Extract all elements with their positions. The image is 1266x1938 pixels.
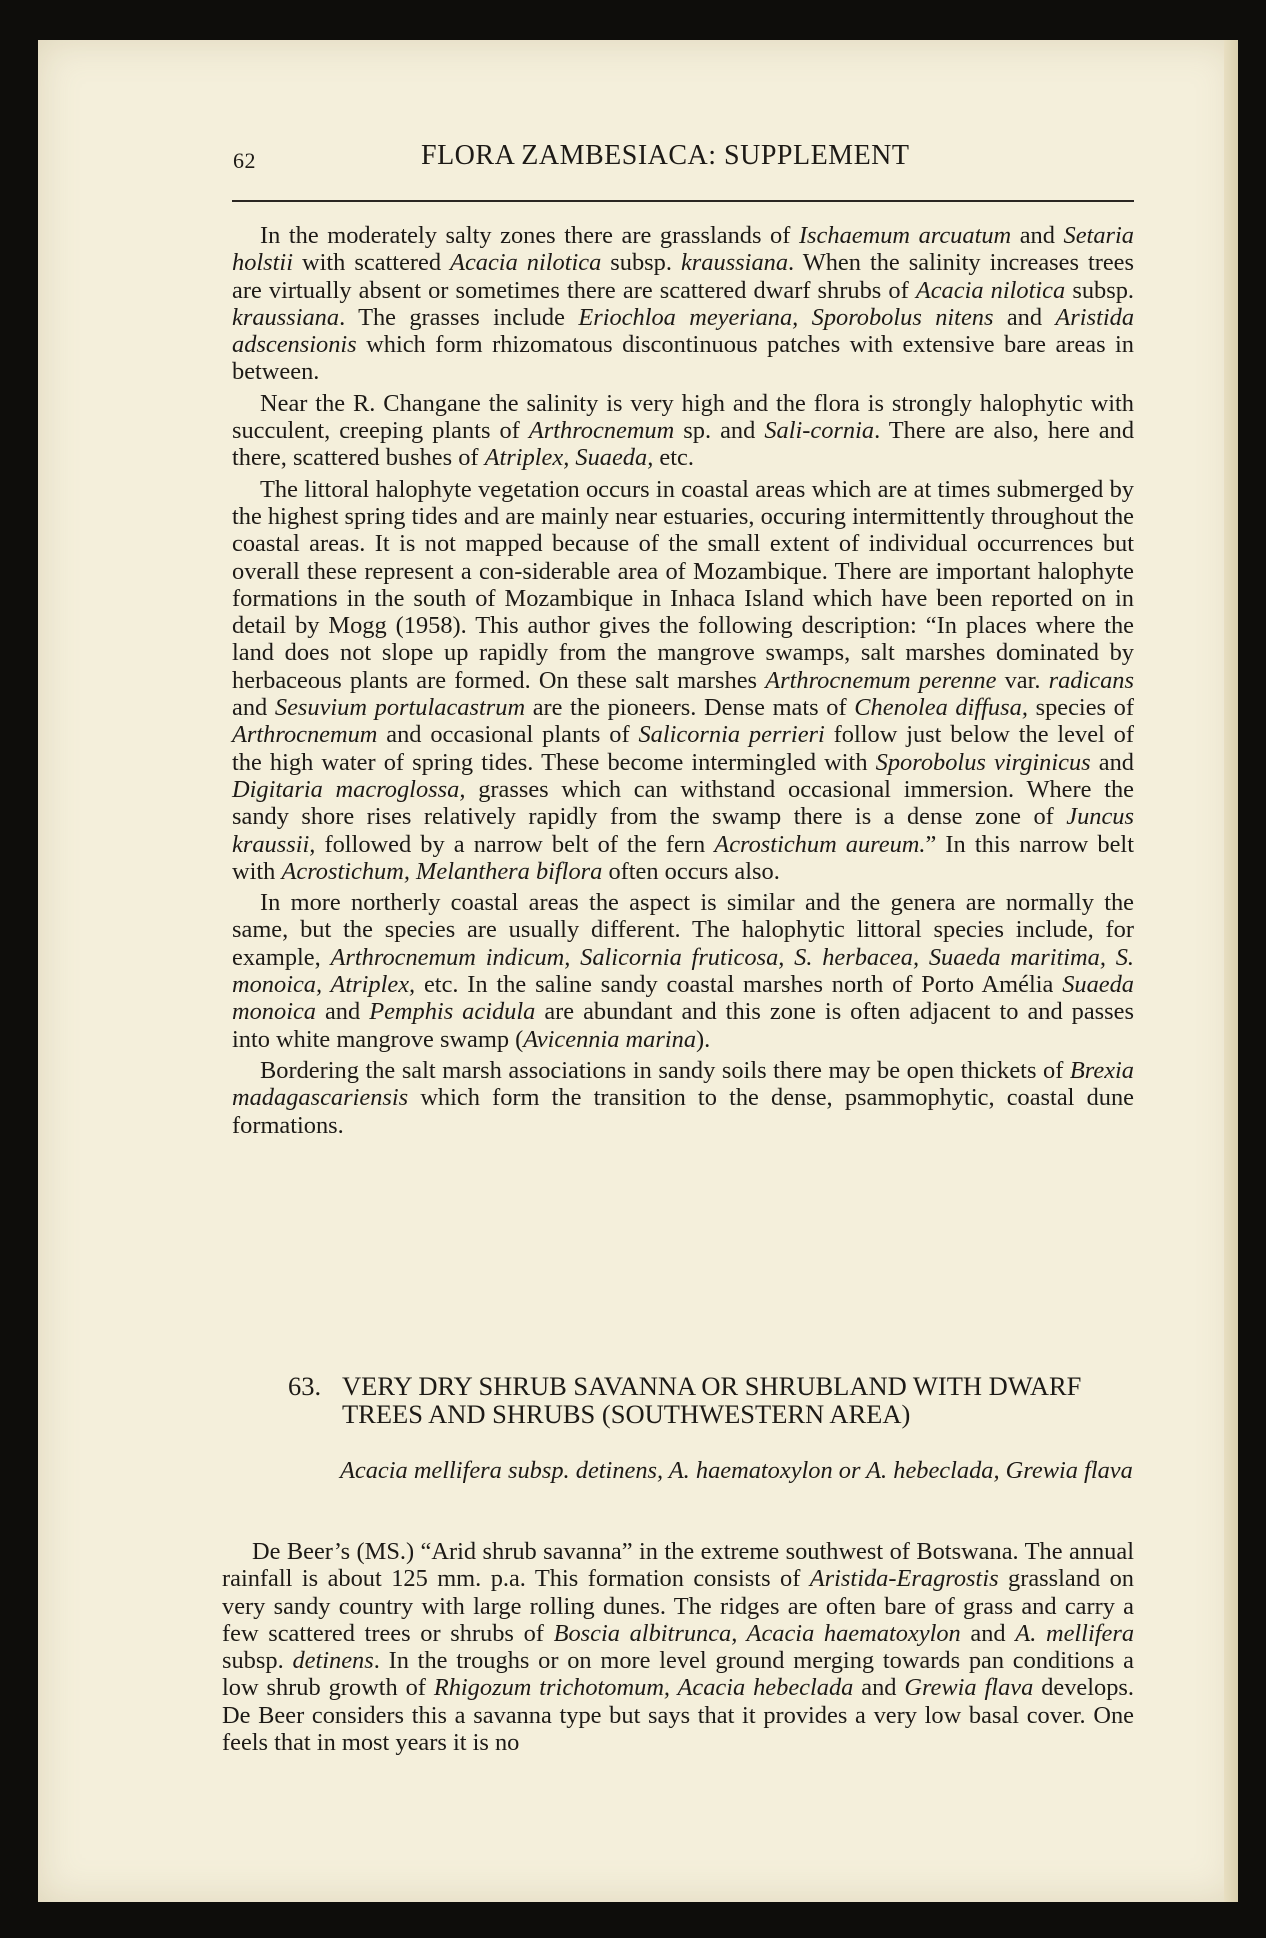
text-run: Near the R. Changane the salinity is very high and the flora is strongly halophytic with succulent, creeping plants of: [232, 389, 1134, 445]
italic-run: Suaeda monoica: [232, 971, 1134, 1026]
text-run: and: [1011, 222, 1064, 249]
italic-run: Avicennia marina: [523, 1025, 697, 1053]
text-run: and: [993, 303, 1056, 331]
italic-run: Eriochloa meyeriana, Sporobolus nitens: [578, 303, 994, 331]
text-run: var.: [996, 666, 1049, 694]
text-run: . In the troughs or on more level ground merging towards pan conditions a low shrub growth of: [222, 1647, 1134, 1702]
italic-run: Rhigozum trichotomum, Acacia hebeclada: [433, 1674, 854, 1702]
page-number: 62: [233, 148, 256, 173]
italic-run: Sporobolus virginicus: [875, 748, 1091, 776]
italic-run: Acacia nilotica: [450, 249, 602, 277]
italic-run: kraussiana: [680, 249, 789, 277]
text-run: . The grasses include: [339, 303, 579, 331]
text-run: sp. and: [674, 417, 765, 445]
text-run: and: [853, 1674, 905, 1702]
main-text: [232, 222, 1134, 1139]
italic-run: detinens: [292, 1647, 374, 1675]
text-run: develops. De Beer considers this a savanna type but says that it provides a very low basal cover. One feels that in most years it is no: [222, 1674, 1134, 1757]
italic-run: Digitaria macroglossa,: [232, 775, 466, 803]
text-run: subsp.: [222, 1647, 293, 1675]
italic-run: Grewia flava: [904, 1674, 1034, 1702]
italic-run: Salicornia perrieri: [638, 721, 825, 749]
section-title: VERY DRY SHRUB SAVANNA OR SHRUBLAND WITH DWARF TREES AND SHRUBS (SOUTHWESTERN AREA): [342, 1371, 1082, 1429]
text-run: which form the transition to the dense, psammophytic, coastal dune formations.: [232, 1084, 1134, 1139]
text-run: which form rhizomatous discontinuous patches with extensive bare areas in between.: [232, 331, 1134, 386]
header-rule: [232, 200, 1134, 202]
text-run: and: [1090, 748, 1134, 776]
italic-run: Acrostichum aureum.: [714, 830, 926, 858]
section-number: 63.: [288, 1371, 322, 1401]
text-run: . When the salinity increases trees are virtually absent or sometimes there are scattered dwarf shrubs of: [232, 249, 1134, 304]
italic-run: Setaria holstii: [232, 222, 1134, 277]
text-run: etc. In the saline sandy coastal marshes north of Porto Amélia: [415, 971, 1063, 999]
text-run: ).: [696, 1025, 711, 1053]
text-run: etc.: [653, 444, 694, 472]
text-run: are the pioneers. Dense mats of: [525, 694, 855, 722]
paragraph: [232, 222, 1134, 386]
italic-run: Boscia albitrunca, Acacia haematoxylon: [553, 1619, 961, 1647]
italic-run: Arthrocnemum: [528, 417, 675, 445]
italic-run: Acacia nilotica: [915, 276, 1066, 304]
text-run: Bordering the salt marsh associations in sandy soils there may be open thickets of: [260, 1056, 1070, 1084]
text-run: In more northerly coastal areas the aspect is similar and the genera are normally the same, but the species are usually different. The halophytic littoral species include, for example,: [232, 889, 1134, 971]
text-run: subsp.: [601, 249, 681, 277]
paragraph: [232, 476, 1134, 885]
text-run: often occurs also.: [602, 857, 780, 885]
page-title: FLORA ZAMBESIACA: SUPPLEMENT: [421, 140, 910, 171]
text-run: with scattered: [293, 249, 451, 277]
italic-run: Sali-cornia: [764, 417, 875, 445]
italic-run: A. mellifera: [1015, 1619, 1135, 1647]
text-run: ” In this narrow belt with: [232, 830, 1134, 885]
text-run: and: [316, 998, 370, 1026]
italic-run: Arthrocnemum perenne: [765, 666, 997, 694]
text-run: follow just below the level of the high water of spring tides. These become intermingled with: [232, 721, 1134, 776]
italic-run: Aristida-Eragrostis: [809, 1565, 999, 1593]
section-text: [222, 1538, 1134, 1756]
text-run: and: [232, 694, 275, 722]
italic-run: detinens, A. haematoxylon: [575, 1457, 833, 1484]
italic-run: Arthrocnemum: [232, 721, 378, 749]
section-species: [340, 1457, 1140, 1484]
italic-run: Sesuvium portulacastrum: [274, 694, 526, 722]
paragraph: [232, 889, 1134, 1053]
italic-run: radicans: [1048, 666, 1134, 694]
italic-run: Brexia madagascariensis: [232, 1056, 1134, 1112]
text-run: grassland on very sandy country with large rolling dunes. The ridges are often bare of grass and carry a few scattered trees or shrubs of: [222, 1565, 1134, 1647]
italic-run: Arthrocnemum indicum, Salicornia fruticosa, S. herbacea, Suaeda maritima, S. monoica, Atriplex,: [232, 943, 1135, 999]
italic-run: Acacia mellifera: [340, 1457, 502, 1484]
text-run: grasses which can withstand occasional immersion. Where the sandy shore rises relatively rapidly from the swamp there is a dense zone of: [232, 775, 1135, 831]
page-edge: [1224, 40, 1238, 1902]
text-run: The littoral halophyte vegetation occurs in coastal areas which are at times submerged by the highest spring tides and are mainly near estuaries, occuring intermittently throughout the coastal areas. It is not mapped because of the small extent of individual occurrences but overall these represent a con-siderable area of Mozambique. There are important halophyte formations in the south of Mozambique in Inhaca Island which have been reported on in detail by Mogg (1958). This author gives the following description: “In places where the land does not slope up rapidly from the mangrove swamps, salt marshes dominated by herbaceous plants are formed. On these salt marshes: [232, 475, 1134, 694]
italic-run: Aristida adscensionis: [232, 303, 1135, 359]
italic-run: kraussiana: [232, 303, 340, 331]
italic-run: Chenolea diffusa,: [854, 694, 1028, 722]
italic-run: Acrostichum, Melanthera biflora: [281, 857, 603, 885]
italic-run: Juncus kraussii,: [232, 803, 1134, 858]
italic-run: Atriplex, Suaeda,: [484, 444, 654, 472]
text-run: are abundant and this zone is often adjacent to and passes into white mangrove swamp (: [232, 998, 1134, 1053]
paragraph: [232, 390, 1134, 472]
italic-run: Pemphis acidula: [369, 998, 536, 1026]
text-run: . There are also, here and there, scattered bushes of: [232, 417, 1135, 472]
text-run: and occasional plants of: [377, 721, 639, 749]
text-run: and: [960, 1619, 1016, 1647]
text-run: subsp.: [501, 1457, 576, 1484]
text-run: In the moderately salty zones there are grasslands of: [260, 222, 799, 249]
text-run: or: [832, 1457, 867, 1484]
paragraph: [232, 1057, 1134, 1139]
text-run: De Beer’s (MS.) “Arid shrub savanna” in the extreme southwest of Botswana. The annual rainfall is about 125 mm. p.a. This formation consists of: [222, 1538, 1134, 1593]
italic-run: Ischaemum arcuatum: [798, 222, 1012, 249]
text-run: subsp.: [1065, 276, 1134, 304]
text-run: species of: [1027, 694, 1134, 722]
italic-run: A. hebeclada, Grewia flava: [866, 1457, 1133, 1484]
text-run: followed by a narrow belt of the fern: [315, 830, 715, 858]
paragraph: [222, 1538, 1134, 1756]
